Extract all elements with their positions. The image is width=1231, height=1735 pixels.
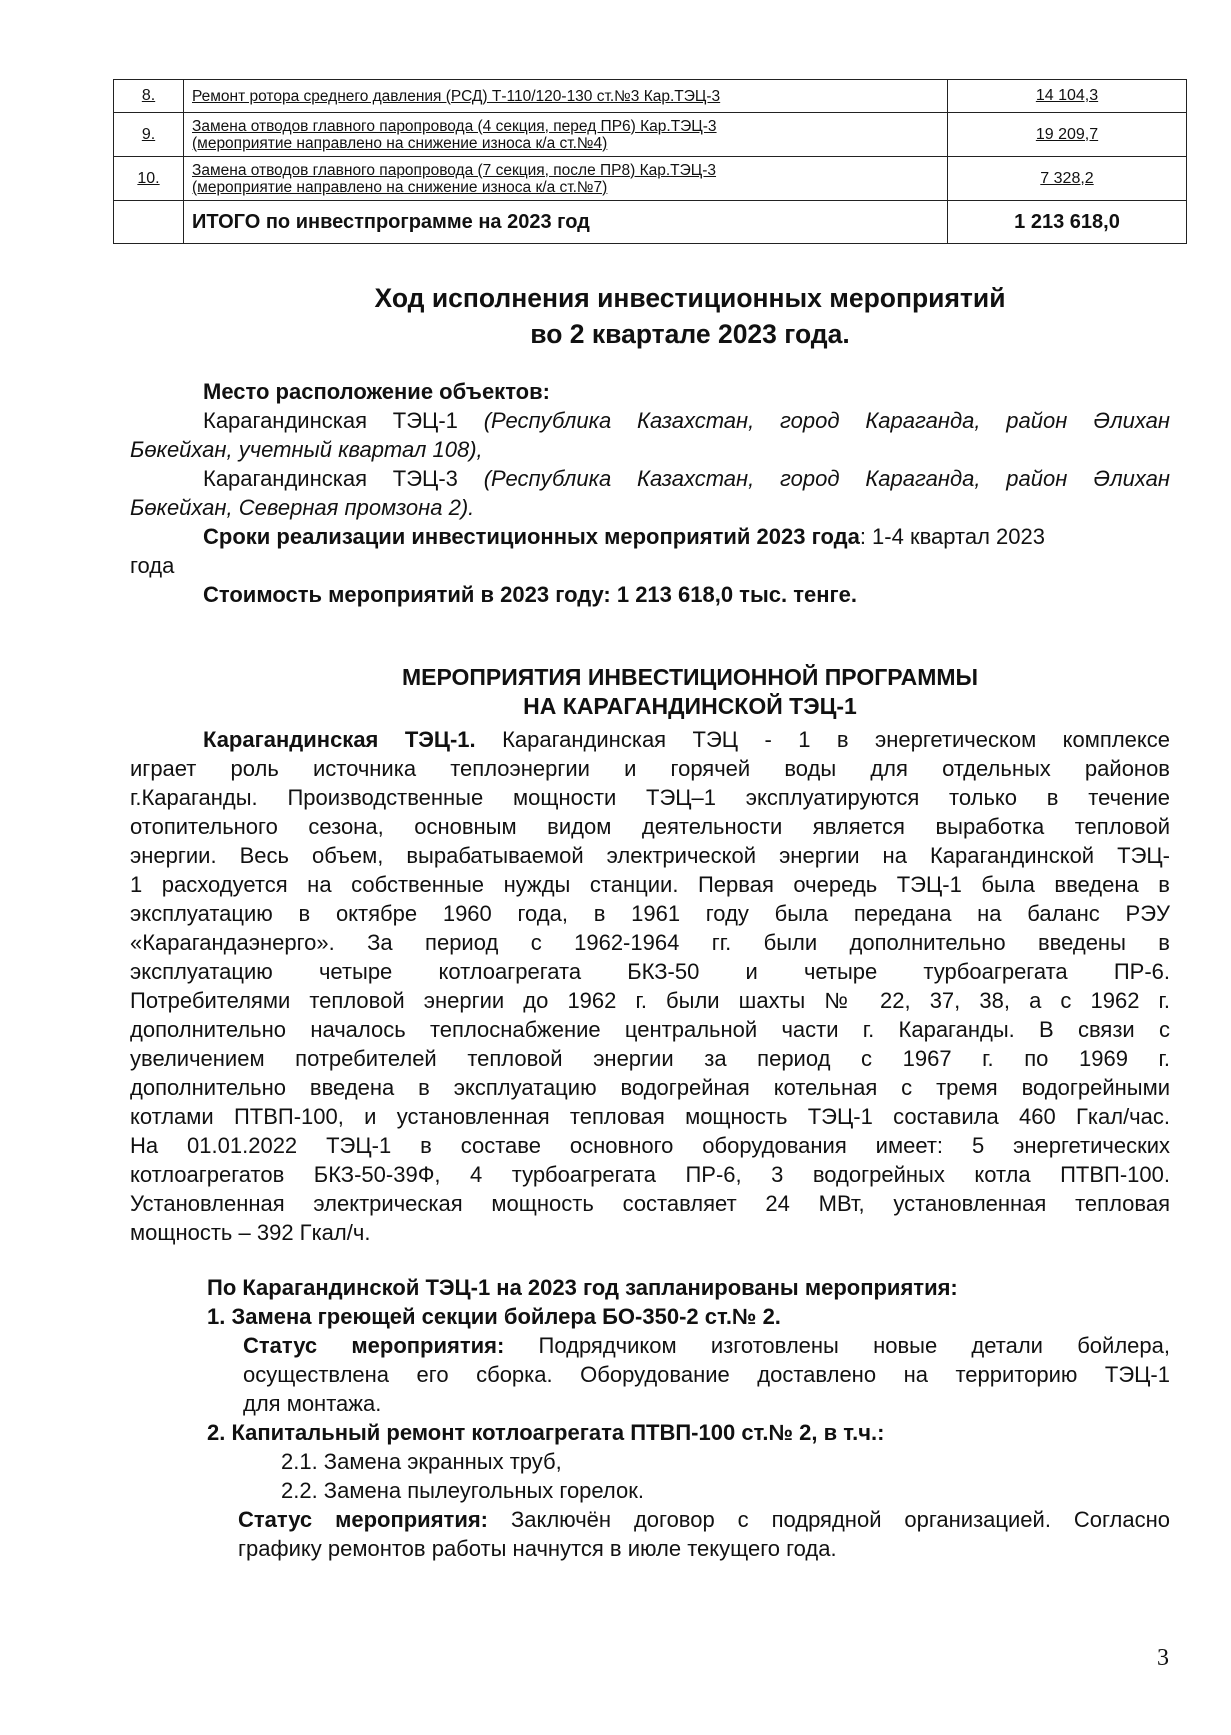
paragraph-line: «Карагандаэнерго». За период с 1962-1964 гг. были дополнительно введены в: [130, 930, 1170, 955]
paragraph-line: Потребителями тепловой энергии до 1962 г. были шахты № 22, 37, 38, а с 1962 г.: [130, 988, 1170, 1013]
row-value: 7 328,2: [1040, 169, 1094, 187]
paragraph-line: г.Караганды. Производственные мощности ТЭЦ–1 эксплуатируются только в течение: [130, 785, 1170, 810]
tec3-address-cont: Бөкейхан, Северная промзона 2).: [130, 495, 475, 520]
item1-status-line: [243, 1331, 1170, 1360]
table-row: [114, 113, 1187, 157]
item1-status-line: осуществлена его сборка. Оборудование доставлено на территорию ТЭЦ-1: [243, 1362, 1170, 1387]
tec1-address-cont: Бөкейхан, учетный квартал 108),: [130, 437, 483, 462]
cost-line: Стоимость мероприятий в 2023 году: 1 213 618,0 тыс. тенге.: [203, 582, 858, 607]
paragraph-line: эксплуатацию в октябре 1960 года, в 1961 году была передана на баланс РЭУ: [130, 901, 1170, 926]
tec1-name: Карагандинская ТЭЦ-1: [203, 408, 484, 433]
paragraph-line: эксплуатацию четыре котлоагрегата БКЗ-50 и четыре турбоагрегата ПР-6.: [130, 959, 1170, 984]
item2-status-label: Статус мероприятия:: [238, 1507, 489, 1532]
total-label: ИТОГО по инвестпрограмме на 2023 год: [184, 201, 948, 244]
table-total-row: [114, 201, 1187, 244]
item1-status-label: Статус мероприятия:: [243, 1333, 505, 1358]
paragraph-line: увеличением потребителей тепловой энергии за период с 1967 г. по 1969 г.: [130, 1046, 1170, 1071]
page-number: 3: [1157, 1645, 1169, 1671]
table-row: [114, 157, 1187, 201]
item1-status-line: для монтажа.: [243, 1391, 382, 1416]
planned-item2-title: 2. Капитальный ремонт котлоагрегата ПТВП-100 ст.№ 2, в т.ч.:: [207, 1420, 885, 1445]
paragraph-line: Установленная электрическая мощность составляет 24 МВт, установленная тепловая: [130, 1191, 1170, 1216]
planned-label: По Карагандинской ТЭЦ-1 на 2023 год запланированы мероприятия:: [207, 1275, 958, 1300]
paragraph-line: дополнительно началось теплоснабжение центральной части г. Караганды. В связи с: [130, 1017, 1170, 1042]
row-description-note: (мероприятие направлено на снижение износа к/а ст.№4): [192, 134, 608, 152]
row-description: Замена отводов главного паропровода (7 секция, после ПР8) Кар.ТЭЦ-3: [192, 161, 717, 179]
investment-table: [113, 79, 1187, 244]
location-tec1: [203, 406, 1170, 435]
tec3-address: (Республика Казахстан, город Караганда, район Әлихан: [483, 466, 1170, 491]
item2-status-text: Заключён договор с подрядной организацией. Согласно: [488, 1507, 1170, 1532]
item2-status-line: графику ремонтов работы начнутся в июле текущего года.: [238, 1536, 837, 1561]
progress-heading-line1: Ход исполнения инвестиционных мероприятий: [374, 283, 1006, 313]
paragraph-line: играет роль источника теплоэнергии и горячей воды для отдельных районов: [130, 756, 1170, 781]
paragraph-lead: Карагандинская ТЭЦ-1.: [203, 727, 476, 752]
item2-sub1: 2.1. Замена экранных труб,: [281, 1449, 562, 1474]
planned-item1-title: 1. Замена греющей секции бойлера БО-350-2 ст.№ 2.: [207, 1304, 781, 1329]
location-tec3: [203, 464, 1170, 493]
row-number: 9.: [141, 125, 156, 143]
terms-label: Сроки реализации инвестиционных мероприятий 2023 года: [203, 524, 860, 549]
terms-value-cont: года: [130, 553, 175, 578]
item1-status-text: Подрядчиком изготовлены новые детали бойлера,: [504, 1333, 1170, 1358]
row-number: 10.: [137, 169, 160, 187]
terms-line: [203, 522, 1170, 551]
row-value: 14 104,3: [1035, 87, 1099, 104]
paragraph-line: энергии. Весь объем, вырабатываемой электрической энергии на Карагандинской ТЭЦ-: [130, 843, 1170, 868]
total-value: 1 213 618,0: [948, 201, 1187, 244]
paragraph-line: дополнительно введена в эксплуатацию водогрейная котельная с тремя водогрейными: [130, 1075, 1170, 1100]
paragraph-line: котлами ПТВП-100, и установленная тепловая мощность ТЭЦ-1 составила 460 Гкал/час.: [130, 1104, 1170, 1129]
paragraph-line: 1 расходуется на собственные нужды станции. Первая очередь ТЭЦ-1 была введена в: [130, 872, 1170, 897]
row-description: Замена отводов главного паропровода (4 секция, перед ПР6) Кар.ТЭЦ-3: [192, 117, 717, 135]
item2-status-line: [238, 1505, 1170, 1534]
paragraph-line: котлоагрегатов БКЗ-50-39Ф, 4 турбоагрегата ПР-6, 3 водогрейных котла ПТВП-100.: [130, 1162, 1170, 1187]
location-label: Место расположение объектов:: [203, 379, 550, 404]
terms-value: : 1-4 квартал 2023: [859, 524, 1045, 549]
section-heading-line2: НА КАРАГАНДИНСКОЙ ТЭЦ-1: [523, 693, 857, 719]
section-heading-line1: МЕРОПРИЯТИЯ ИНВЕСТИЦИОННОЙ ПРОГРАММЫ: [401, 664, 979, 690]
row-value: 19 209,7: [1035, 125, 1099, 143]
tec1-address: (Республика Казахстан, город Караганда, район Әлихан: [483, 408, 1170, 433]
table-row: [114, 80, 1187, 113]
item2-sub2: 2.2. Замена пылеугольных горелок.: [281, 1478, 644, 1503]
paragraph-lead-rest: Карагандинская ТЭЦ - 1 в энергетическом комплексе: [475, 727, 1170, 752]
paragraph-line: отопительного сезона, основным видом деятельности является выработка тепловой: [130, 814, 1170, 839]
row-description-note: (мероприятие направлено на снижение износа к/а ст.№7): [192, 178, 608, 196]
row-description: Ремонт ротора среднего давления (РСД) Т-110/120-130 ст.№3 Кар.ТЭЦ-3: [192, 87, 721, 105]
paragraph-line: На 01.01.2022 ТЭЦ-1 в составе основного оборудования имеет: 5 энергетических: [130, 1133, 1170, 1158]
paragraph-line: мощность – 392 Гкал/ч.: [130, 1220, 371, 1245]
row-number: 8.: [141, 87, 156, 104]
paragraph-line: [203, 725, 1170, 754]
tec3-name: Карагандинская ТЭЦ-3: [203, 466, 484, 491]
progress-heading-line2: во 2 квартале 2023 года.: [530, 319, 850, 349]
